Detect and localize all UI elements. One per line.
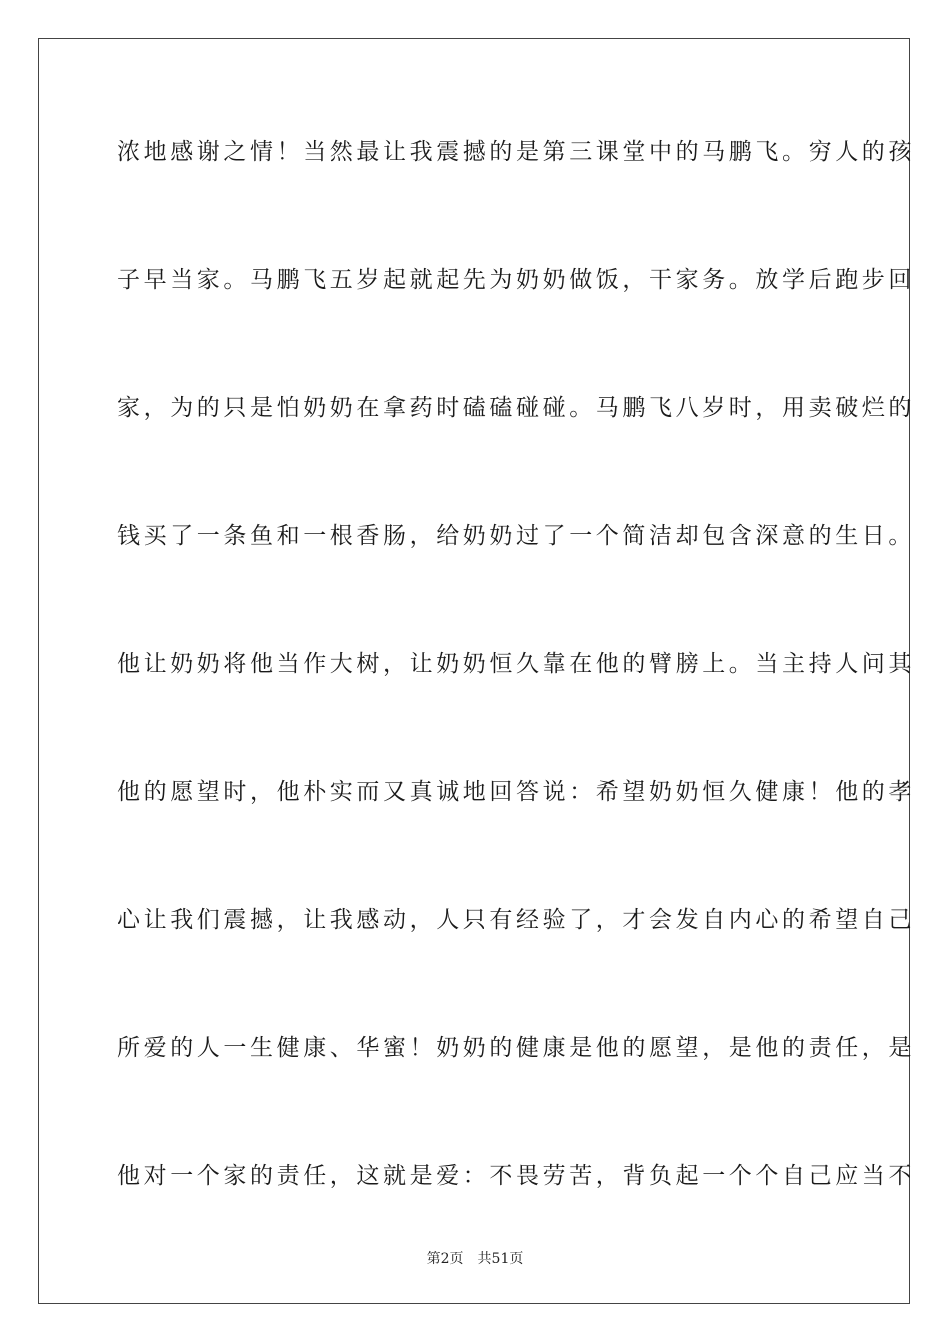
text-line: 他对一个家的责任，这就是爱：不畏劳苦，背负起一个个自己应当不 (117, 1163, 915, 1189)
text-line: 心让我们震撼，让我感动，人只有经验了，才会发自内心的希望自己 (117, 907, 915, 933)
page-number: 第2页 (426, 1251, 464, 1267)
text-line: 他让奶奶将他当作大树，让奶奶恒久靠在他的臂膀上。当主持人问其 (117, 651, 915, 677)
text-line: 子早当家。马鹏飞五岁起就起先为奶奶做饭，干家务。放学后跑步回 (117, 267, 915, 293)
document-body (117, 126, 915, 1278)
page-total: 共51页 (477, 1251, 524, 1267)
text-line: 所爱的人一生健康、华蜜！奶奶的健康是他的愿望，是他的责任，是 (117, 1035, 915, 1061)
text-line: 他的愿望时，他朴实而又真诚地回答说：希望奶奶恒久健康！他的孝 (117, 779, 915, 805)
text-line: 浓地感谢之情！当然最让我震撼的是第三课堂中的马鹏飞。穷人的孩 (117, 139, 915, 165)
text-line: 钱买了一条鱼和一根香肠，给奶奶过了一个简洁却包含深意的生日。 (117, 523, 915, 549)
text-line: 家，为的只是怕奶奶在拿药时磕磕碰碰。马鹏飞八岁时，用卖破烂的 (117, 395, 915, 421)
page-footer (0, 1248, 950, 1268)
